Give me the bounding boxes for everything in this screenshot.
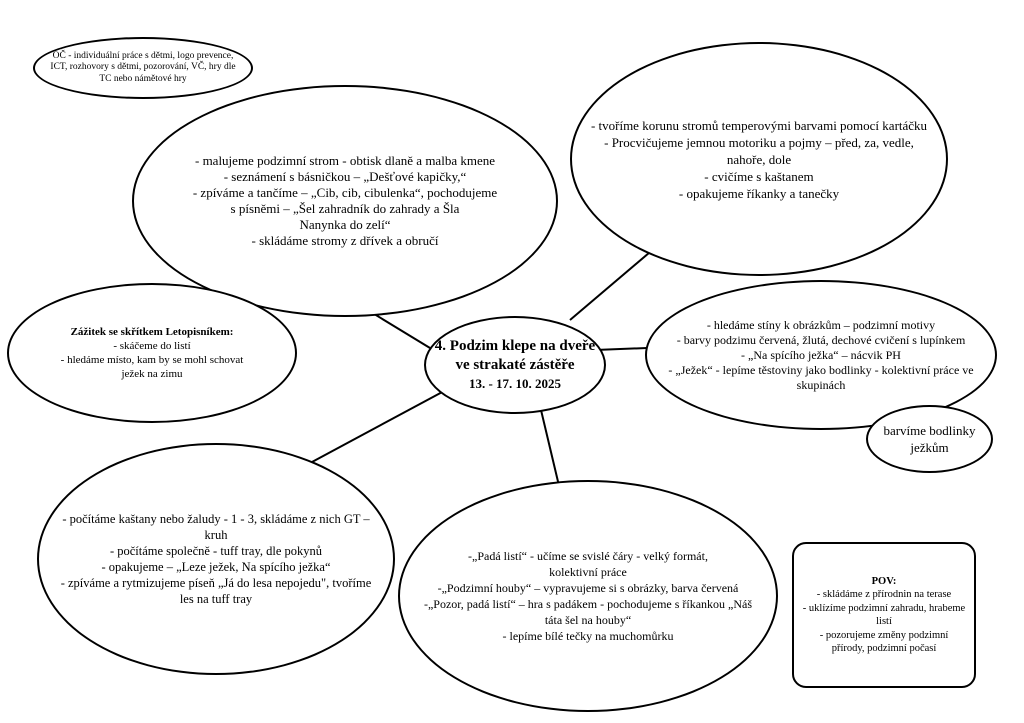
oc-note-line: OČ - individuální práce s dětmi, logo prevence, <box>52 50 234 61</box>
activity-line: - počítáme společně - tuff tray, dle pokynů <box>109 544 323 558</box>
activity-line: -„Padá listí“ - učíme se svislé čáry - velký formát, <box>468 549 708 563</box>
pov-line: - skládáme z přírodnin na terase <box>816 589 952 600</box>
central-topic <box>424 316 606 414</box>
experience-line: ježek na zimu <box>121 368 183 380</box>
activity-line: kruh <box>204 528 228 542</box>
central-topic-title: 4. Podzim klepe na dveře <box>434 338 596 354</box>
central-topic-date: 13. - 17. 10. 2025 <box>468 376 562 391</box>
activity-node-top-right <box>570 42 948 276</box>
activity-line: - hledáme stíny k obrázkům – podzimní motivy <box>706 317 936 332</box>
activity-line: táta šel na houby“ <box>544 613 632 627</box>
activity-line: skupinách <box>796 377 846 392</box>
activity-node-top-left <box>132 85 558 317</box>
pov-note <box>792 542 976 688</box>
experience-heading: Zážitek se skřítkem Letopisníkem: <box>70 326 234 338</box>
experience-line: - skáčeme do listí <box>113 340 191 352</box>
pov-heading: POV: <box>871 575 897 587</box>
activity-line: - opakujeme říkanky a tanečky <box>678 185 840 201</box>
activity-line: - malujeme podzimní strom - obtisk dlaně a malba kmene <box>194 153 495 168</box>
pov-line: přírody, podzimní počasí <box>831 643 937 654</box>
activity-line: les na tuff tray <box>179 592 253 606</box>
activity-line: - zpíváme a rytmizujeme píseň „Já do lesa nepojedu", tvoříme <box>60 576 372 590</box>
experience-node <box>7 283 297 423</box>
activity-line: Nanynka do zelí“ <box>299 217 391 232</box>
activity-node-bottom-left <box>37 443 395 675</box>
activity-line: - Procvičujeme jemnou motoriku a pojmy – před, za, vedle, <box>604 134 914 150</box>
activity-line: barvíme bodlinky <box>883 423 976 438</box>
activity-line: s písněmi – „Šel zahradník do zahrady a Šla <box>230 201 460 216</box>
oc-note-line: TC nebo námětové hry <box>99 73 187 84</box>
connector-bottom-center <box>541 410 560 490</box>
pov-line: - pozorujeme změny podzimní <box>819 629 949 641</box>
activity-line: - „Ježek“ - lepíme těstoviny jako bodlinky - kolektivní práce ve <box>668 362 974 377</box>
connector-right <box>595 348 647 350</box>
experience-line: - hledáme místo, kam by se mohl schovat <box>60 354 244 366</box>
pov-line: - uklízíme podzimní zahradu, hrabeme <box>802 602 966 614</box>
activity-line: - tvoříme korunu stromů temperovými barvami pomocí kartáčku <box>590 117 928 133</box>
activity-line: - opakujeme – „Leze ježek, Na spícího ježka“ <box>101 560 331 574</box>
activity-line: - lepíme bílé tečky na muchomůrku <box>502 629 674 643</box>
oc-note-line: ICT, rozhovory s dětmi, pozorování, VČ, hry dle <box>50 62 236 73</box>
activity-line: - barvy podzimu červená, žlutá, dechové cvičení s lupínkem <box>676 332 966 347</box>
connector-bottom-left <box>312 390 446 462</box>
activity-line: - skládáme stromy z dřívek a obručí <box>251 233 439 248</box>
activity-node-small <box>866 405 993 473</box>
activity-line: - „Na spícího ježka“ – nácvik PH <box>741 347 901 362</box>
pov-line: listí <box>876 616 892 627</box>
activity-node-bottom-center <box>398 480 778 712</box>
activity-line: -„Podzimní houby“ – vypravujeme si s obrázky, barva červená <box>437 581 739 595</box>
oc-note <box>33 37 253 99</box>
activity-line: - seznámení s básničkou – „Dešťové kapičky,“ <box>223 169 467 184</box>
central-topic-title: ve strakaté zástěře <box>455 357 575 373</box>
activity-line: -„Pozor, padá listí“ – hra s padákem - pochodujeme s říkankou „Náš <box>423 597 753 611</box>
activity-line: ježkům <box>910 440 949 455</box>
activity-line: - cvičíme s kaštanem <box>704 168 814 184</box>
activity-line: - zpíváme a tančíme – „Cib, cib, cibulenka“, pochodujeme <box>192 185 498 200</box>
activity-line: - počítáme kaštany nebo žaludy - 1 - 3, skládáme z nich GT – <box>62 512 370 526</box>
activity-line: kolektivní práce <box>549 565 627 579</box>
activity-line: nahoře, dole <box>726 151 792 167</box>
